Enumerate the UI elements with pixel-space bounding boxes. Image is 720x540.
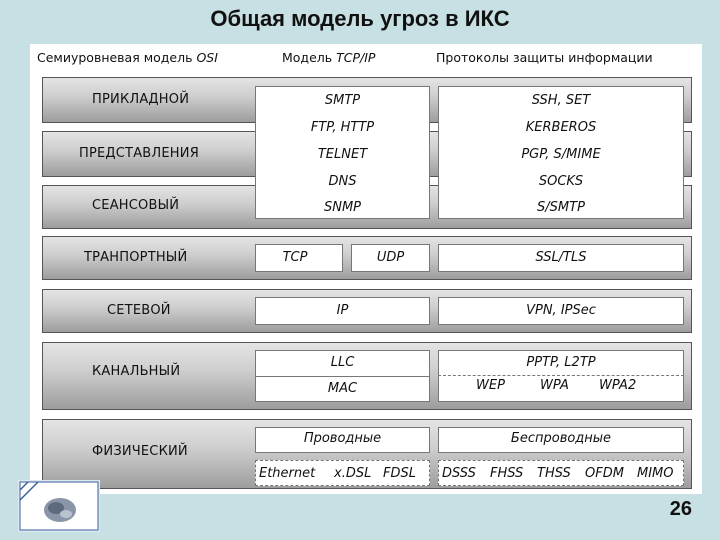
- cell-xdsl: x.DSL: [334, 466, 372, 481]
- page-number: 26: [669, 498, 692, 520]
- header-tcpip-text: Модель: [282, 50, 337, 65]
- cell-ethernet: Ethernet: [259, 466, 316, 481]
- layer-session: СЕАНСОВЫЙ: [92, 198, 180, 213]
- cell-fdsl: FDSL: [383, 466, 416, 481]
- logo-image: [18, 480, 100, 532]
- cell-telnet: TELNET: [317, 147, 368, 162]
- cell-smtp: SMTP: [324, 93, 361, 108]
- layer-presentation: ПРЕДСТАВЛЕНИЯ: [79, 146, 199, 161]
- cell-wep: WEP: [476, 378, 505, 393]
- cell-wired: Проводные: [303, 431, 382, 446]
- layer-datalink: КАНАЛЬНЫЙ: [92, 364, 181, 379]
- slide-title: Общая модель угроз в ИКС: [210, 6, 510, 31]
- cell-mac: MAC: [327, 381, 358, 396]
- cell-snmp: SNMP: [323, 200, 362, 215]
- header-protection: Протоколы защиты информации: [436, 50, 653, 65]
- cell-mimo: MIMO: [637, 466, 674, 481]
- cell-ip: IP: [336, 303, 349, 318]
- cell-dns: DNS: [328, 174, 357, 189]
- cell-wpa2: WPA2: [599, 378, 637, 393]
- pptp-divider: [438, 375, 684, 376]
- layer-application: ПРИКЛАДНОЙ: [92, 92, 190, 107]
- cell-wireless: Беспроводные: [510, 431, 612, 446]
- cell-wpa: WPA: [540, 378, 569, 393]
- cell-pgp: PGP, S/MIME: [521, 147, 601, 162]
- cell-pptp: PPTP, L2TP: [526, 355, 596, 370]
- layer-transport: ТРАНПОРТНЫЙ: [84, 250, 188, 265]
- cell-socks: SOCKS: [538, 174, 584, 189]
- cell-tcp: TCP: [282, 250, 308, 265]
- header-tcpip: [282, 50, 375, 65]
- cell-dsss: DSSS: [442, 466, 476, 481]
- cell-ftp-http: FTP, HTTP: [310, 120, 375, 135]
- cell-llc: LLC: [330, 355, 355, 370]
- cell-ssmtp: S/SMTP: [537, 200, 585, 215]
- layer-physical: ФИЗИЧЕСКИЙ: [92, 444, 188, 459]
- header-osi: [37, 50, 218, 65]
- cell-kerberos: KERBEROS: [525, 120, 597, 135]
- cell-ssh-set: SSH, SET: [531, 93, 591, 108]
- cell-vpn-ipsec: VPN, IPSec: [526, 303, 596, 318]
- header-osi-abbr: OSI: [196, 50, 218, 65]
- cell-thss: THSS: [537, 466, 571, 481]
- llc-mac-divider: [255, 376, 430, 377]
- cell-udp: UDP: [376, 250, 405, 265]
- header-osi-text: Семиуровневая модель: [37, 50, 197, 65]
- cell-ssl-tls: SSL/TLS: [535, 250, 587, 265]
- cell-ofdm: OFDM: [585, 466, 624, 481]
- cell-fhss: FHSS: [490, 466, 524, 481]
- header-tcpip-abbr: TCP/IP: [336, 50, 376, 65]
- layer-network: СЕТЕВОЙ: [107, 303, 171, 318]
